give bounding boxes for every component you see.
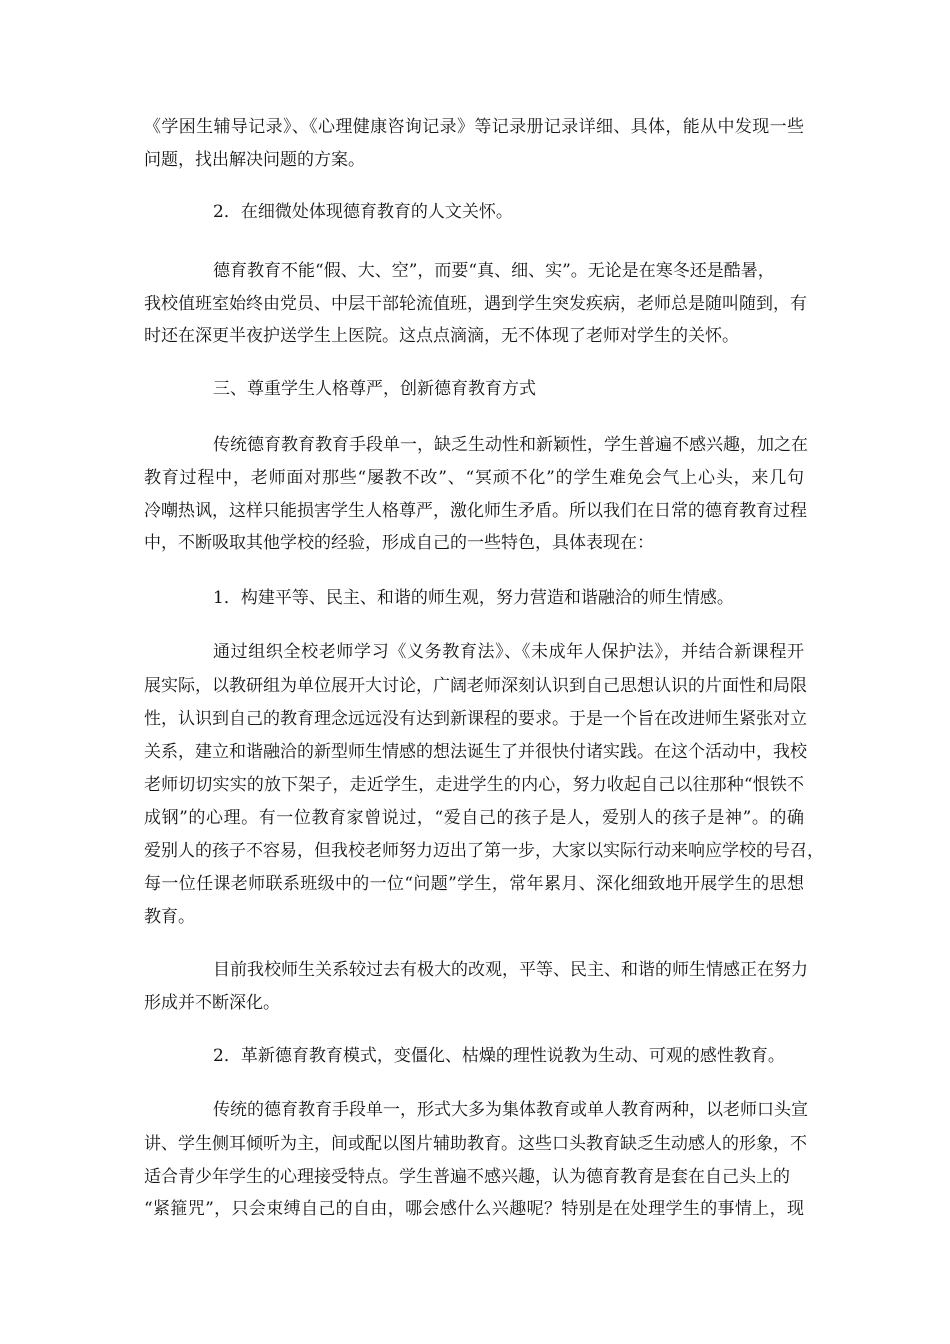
text-line: 展实际，以教研组为单位展开大讨论，广阔老师深刻认识到自己思想认识的片面性和局限 — [144, 676, 807, 696]
text-line: 教育过程中，老师面对那些“屡教不改”、“冥顽不化”的学生难免会气上心头，来几句 — [144, 468, 804, 488]
section-heading: 2．革新德育教育模式，变僵化、枯燥的理性说教为生动、可观的感性教育。 — [213, 1046, 785, 1066]
paragraph-line: 目前我校师生关系较过去有极大的改观，平等、民主、和谐的师生情感正在努力 — [213, 960, 808, 980]
text-line: 我校值班室始终由党员、中层干部轮流值班，遇到学生突发疾病，老师总是随叫随到，有 — [144, 294, 807, 314]
paragraph-line: 传统的德育教育手段单一，形式大多为集体教育或单人教育两种，以老师口头宣 — [213, 1100, 808, 1120]
text-line: 形成并不断深化。 — [144, 993, 280, 1013]
text-line: 关系，建立和谐融洽的新型师生情感的想法诞生了并很快付诸实践。在这个活动中，我校 — [144, 742, 807, 762]
text-line: 中，不断吸取其他学校的经验，形成自己的一些特色，具体表现在： — [144, 533, 654, 553]
text-line: 成钢”的心理。有一位教育家曾说过，“爱自己的孩子是人，爱别人的孩子是神”。的确 — [144, 808, 804, 828]
text-line: “紧箍咒”，只会束缚自己的自由，哪会感什么兴趣呢？特别是在处理学生的事情上，现 — [144, 1199, 804, 1219]
text-line: 冷嘲热讽，这样只能损害学生人格尊严，激化师生矛盾。所以我们在日常的德育教育过程 — [144, 501, 807, 521]
section-heading: 三、尊重学生人格尊严，创新德育教育方式 — [213, 379, 536, 399]
paragraph-line: 传统德育教育教育手段单一，缺乏生动性和新颖性，学生普遍不感兴趣，加之在 — [213, 435, 808, 455]
text-line: 时还在深更半夜护送学生上医院。这点点滴滴，无不体现了老师对学生的关怀。 — [144, 326, 739, 346]
text-line: 性，认识到自己的教育理念远远没有达到新课程的要求。于是一个旨在改进师生紧张对立 — [144, 709, 807, 729]
paragraph-line: 德育教育不能“假、大、空”，而要“真、细、实”。无论是在寒冬还是酷暑， — [213, 261, 775, 281]
text-line: 爱别人的孩子不容易，但我校老师努力迈出了第一步，大家以实际行动来响应学校的号召， — [144, 841, 824, 861]
text-line: 每一位任课老师联系班级中的一位“问题”学生，常年累月、深化细致地开展学生的思想 — [144, 874, 804, 894]
text-line: 教育。 — [144, 907, 195, 927]
text-line: 老师切切实实的放下架子，走近学生，走进学生的内心，努力收起自己以往那种“恨铁不 — [144, 775, 804, 795]
paragraph-line: 通过组织全校老师学习《义务教育法》、《未成年人保护法》，并结合新课程开 — [213, 642, 804, 662]
section-heading: 1．构建平等、民主、和谐的师生观，努力营造和谐融洽的师生情感。 — [213, 588, 734, 608]
text-line: 问题，找出解决问题的方案。 — [144, 150, 365, 170]
text-line: 《学困生辅导记录》、《心理健康咨询记录》等记录册记录详细、具体，能从中发现一些 — [144, 117, 804, 137]
section-heading: 2．在细微处体现德育教育的人文关怀。 — [213, 202, 513, 222]
text-line: 适合青少年学生的心理接受特点。学生普遍不感兴趣，认为德育教育是套在自己头上的 — [144, 1167, 790, 1187]
text-line: 讲、学生侧耳倾听为主，间或配以图片辅助教育。这些口头教育缺乏生动感人的形象，不 — [144, 1134, 807, 1154]
